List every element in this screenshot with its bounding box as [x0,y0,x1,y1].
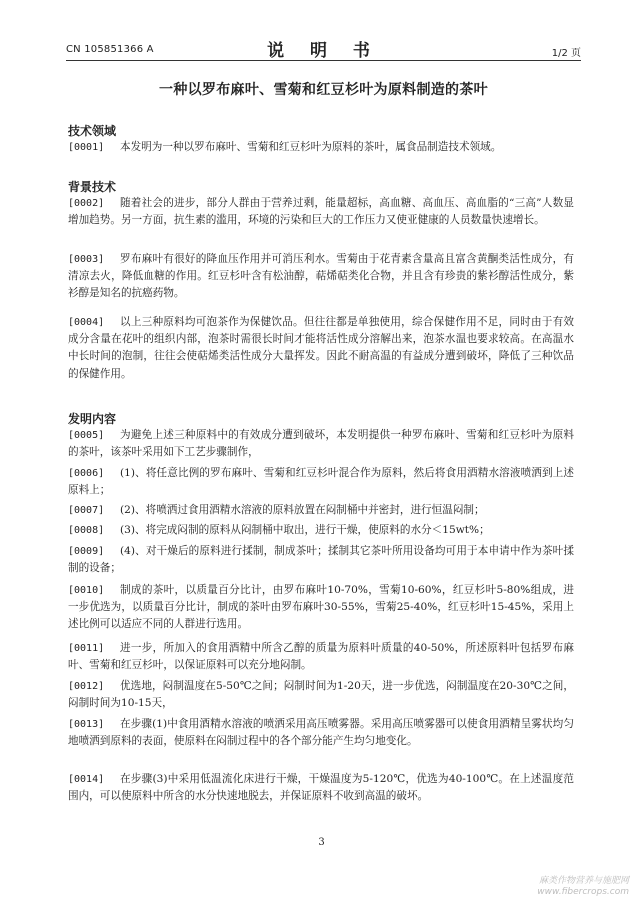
paragraph-number: [0014] [68,774,105,785]
paragraph-text: 罗布麻叶有很好的降血压作用并可消压利水。雪菊由于花青素含量高且富含黄酮类活性成分，有清凉去火，降低血糖的作用。红豆杉叶含有松油醇，萜烯萜类化合物，并且含有珍贵的紫衫醇活性成分，紫衫醇是知名的抗癌药物。 [68,253,574,300]
document-title: 一种以罗布麻叶、雪菊和红豆杉叶为原料制造的茶叶 [159,82,488,98]
paragraph-number: [0007] [68,505,105,516]
paragraph-number: [0012] [68,681,105,692]
page-indicator: 1/2 页 [551,48,581,59]
paragraph-0007 [68,502,574,519]
paragraph-text: (2)、将喷洒过食用酒精水溶液的原料放置在闷制桶中并密封，进行恒温闷制； [120,504,485,516]
site-watermark [537,876,629,898]
page-number: 3 [318,837,325,848]
paragraph-text: 随着社会的进步，部分人群由于营养过剩，能量超标，高血糖、高血压、高血脂的“三高”人数显增加趋势。另一方面，抗生素的滥用，环境的污染和巨大的工作压力又使亚健康的人员数量快速增长。 [68,197,574,227]
paragraph-text: (4)、对干燥后的原料进行揉制，制成茶叶；揉制其它茶叶所用设备均可用于本申请中作为茶叶揉制的设备； [68,545,574,575]
paragraph-text: (1)、将任意比例的罗布麻叶、雪菊和红豆杉叶混合作为原料，然后将食用酒精水溶液喷洒到上述原料上； [68,467,574,497]
paragraph-number: [0004] [68,317,105,328]
paragraph-0013 [68,716,574,750]
paragraph-text: 制成的茶叶，以质量百分比计，由罗布麻叶10-70%，雪菊10-60%，红豆杉叶5-80%组成，进一步优选为，以质量百分比计，制成的茶叶由罗布麻叶30-55%，雪菊25-40%，红豆杉叶15-45%，采用上述比例可以适应不同的人群进行选用。 [68,584,574,631]
paragraph-0010 [68,582,574,634]
paragraph-text: 以上三种原料均可泡茶作为保健饮品。但往往都是单独使用，综合保健作用不足，同时由于有效成分含量在花叶的组织内部，泡茶时需很长时间才能将活性成分溶解出来，泡茶水温也要求较高。在高温水中长时间的泡制，往往会使萜烯类活性成分大量挥发。因此不耐高温的有益成分遭到破坏，降低了三种饮品的保健作用。 [68,316,574,380]
paragraph-number: [0003] [68,254,105,265]
paragraph-0009 [68,543,574,577]
paragraph-0008 [68,522,574,539]
paragraph-number: [0006] [68,468,105,479]
paragraph-number: [0010] [68,585,105,596]
paragraph-0011 [68,640,574,674]
paragraph-number: [0002] [68,198,105,209]
paragraph-number: [0011] [68,643,105,654]
paragraph-0004 [68,314,574,383]
paragraph-0003 [68,251,574,303]
document-header [66,30,581,61]
paragraph-text: 在步骤(3)中采用低温流化床进行干燥，干燥温度为5-120℃，优选为40-100℃。在上述温度范围内，可以使原料中所含的水分快速地脱去，并保证原料不收到高温的破坏。 [68,773,574,803]
section-technical-field: 技术领域 [68,124,117,138]
section-background: 背景技术 [68,180,117,194]
paragraph-0005 [68,427,574,461]
doc-type: 说 明 书 [267,41,380,61]
doc-number: CN 105851366 A [66,44,154,55]
paragraph-0014 [68,771,574,805]
paragraph-text: (3)、将完成闷制的原料从闷制桶中取出，进行干燥，使原料的水分＜15wt%； [120,524,490,536]
paragraph-0002 [68,195,574,229]
paragraph-0001 [68,139,574,156]
paragraph-0006 [68,465,574,499]
paragraph-text: 进一步，所加入的食用酒精中所含乙醇的质量为原料叶质量的40-50%，所述原料叶包括罗布麻叶、雪菊和红豆杉叶，以保证原料可以充分地闷制。 [68,642,574,672]
watermark-line-2: www.fibercrops.com [537,887,629,897]
paragraph-number: [0005] [68,430,105,441]
paragraph-number: [0009] [68,546,105,557]
paragraph-text: 为避免上述三种原料中的有效成分遭到破坏，本发明提供一种罗布麻叶、雪菊和红豆杉叶为原料的茶叶，该茶叶采用如下工艺步骤制作， [68,429,574,459]
paragraph-number: [0013] [68,719,105,730]
paragraph-number: [0008] [68,525,105,536]
paragraph-text: 在步骤(1)中食用酒精水溶液的喷洒采用高压喷雾器。采用高压喷雾器可以使食用酒精呈雾状均匀地喷洒到原料的表面，使原料在闷制过程中的各个部分能产生均匀地变化。 [68,718,574,748]
paragraph-number: [0001] [68,142,105,153]
section-summary: 发明内容 [68,412,117,426]
paragraph-0012 [68,678,574,712]
paragraph-text: 本发明为一种以罗布麻叶、雪菊和红豆杉叶为原料的茶叶，属食品制造技术领域。 [120,141,502,153]
paragraph-text: 优选地，闷制温度在5-50℃之间；闷制时间为1-20天，进一步优选，闷制温度在20-30℃之间，闷制时间为10-15天， [68,680,574,710]
watermark-line-1: 麻类作物营养与施肥网 [538,876,629,886]
